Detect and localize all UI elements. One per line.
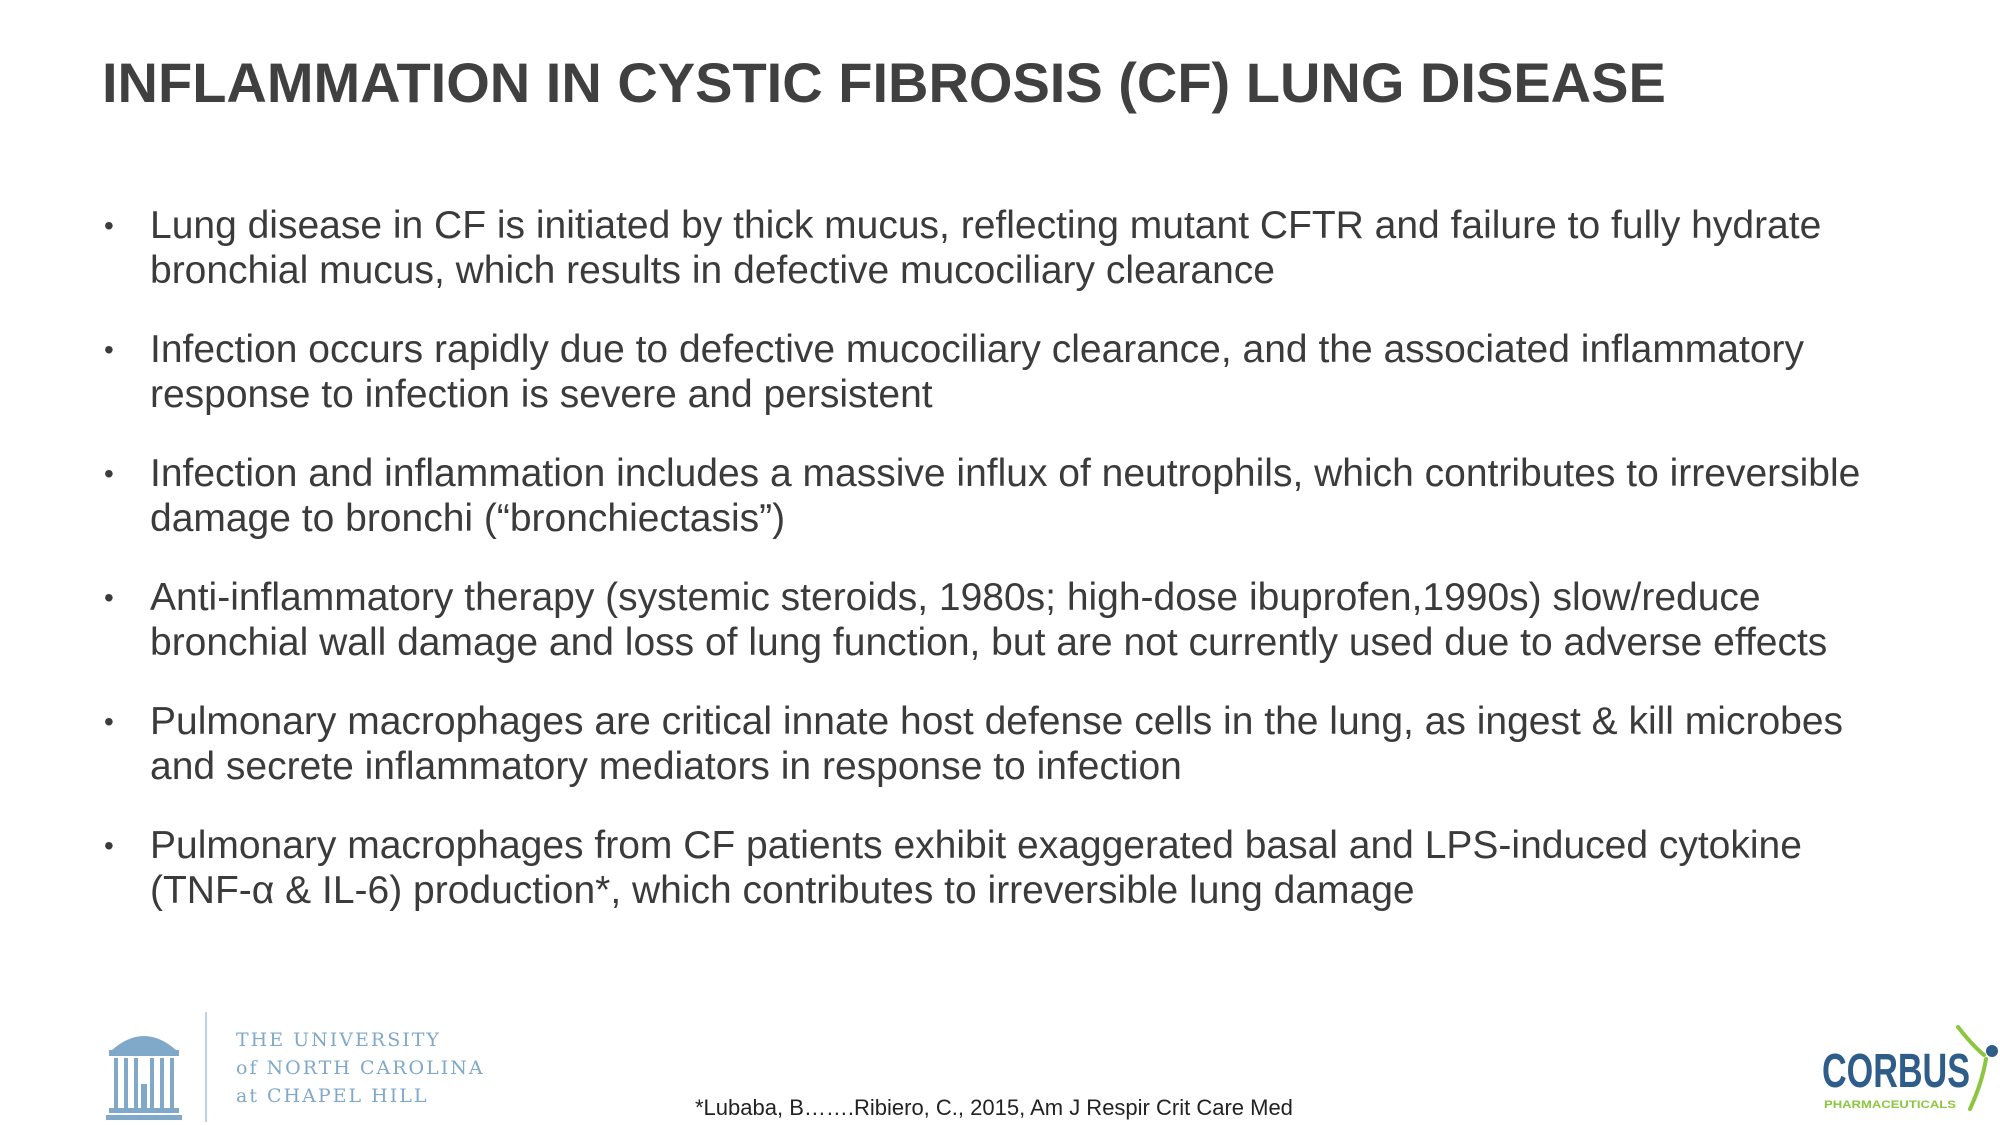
bullet-item: [102, 699, 1902, 789]
old-well-icon: [106, 1022, 182, 1122]
corbus-logo-graphic: [1820, 1025, 2000, 1125]
bullet-item: [102, 451, 1902, 541]
bullet-text: Infection and inflammation includes a massive influx of neutrophils, which contributes to irreversible damage to bronchi (“bronchiectasis”): [150, 452, 1861, 540]
bullet-item: [102, 327, 1902, 417]
bullet-dot: •: [104, 706, 114, 737]
bullet-dot: •: [104, 210, 114, 241]
corbus-name: CORBUS: [1822, 1045, 1970, 1098]
corbus-logo: [1820, 1025, 2000, 1125]
unc-wordmark: [236, 1026, 485, 1110]
citation: *Lubaba, B…….Ribiero, C., 2015, Am J Respir Crit Care Med: [695, 1095, 1293, 1120]
bullet-text: Pulmonary macrophages from CF patients exhibit exaggerated basal and LPS-induced cytokine (TNF-α & IL-6) production*, which contributes to irreversible lung damage: [150, 824, 1802, 912]
bullet-item: [102, 203, 1902, 293]
bullet-text: Anti-inflammatory therapy (systemic steroids, 1980s; high-dose ibuprofen,1990s) slow/reduce bronchial wall damage and loss of lung function, but are not currently used due to adverse effects: [150, 576, 1828, 664]
unc-line-2: of NORTH CAROLINA: [236, 1057, 485, 1079]
bullet-text: Lung disease in CF is initiated by thick mucus, reflecting mutant CFTR and failure to fully hydrate bronchial mucus, which results in defective mucociliary clearance: [150, 204, 1822, 292]
bullet-dot: •: [104, 334, 114, 365]
unc-logo: [106, 1012, 526, 1124]
unc-line-1: THE UNIVERSITY: [236, 1029, 441, 1051]
bullet-dot: •: [104, 830, 114, 861]
bullet-item: [102, 575, 1902, 665]
slide-title: INFLAMMATION IN CYSTIC FIBROSIS (CF) LUNG DISEASE: [102, 51, 1666, 114]
logo-divider: [205, 1012, 207, 1122]
bullet-text: Infection occurs rapidly due to defective mucociliary clearance, and the associated inflammatory response to infection is severe and persistent: [150, 328, 1804, 416]
unc-line-3: at CHAPEL HILL: [236, 1085, 429, 1107]
bullet-item: [102, 823, 1902, 913]
bullet-list: [102, 203, 1902, 947]
bullet-text: Pulmonary macrophages are critical innate host defense cells in the lung, as ingest & kill microbes and secrete inflammatory mediators in response to infection: [150, 700, 1844, 788]
bullet-dot: •: [104, 458, 114, 489]
bullet-dot: •: [104, 582, 114, 613]
corbus-subtitle: PHARMACEUTICALS: [1824, 1099, 1956, 1111]
